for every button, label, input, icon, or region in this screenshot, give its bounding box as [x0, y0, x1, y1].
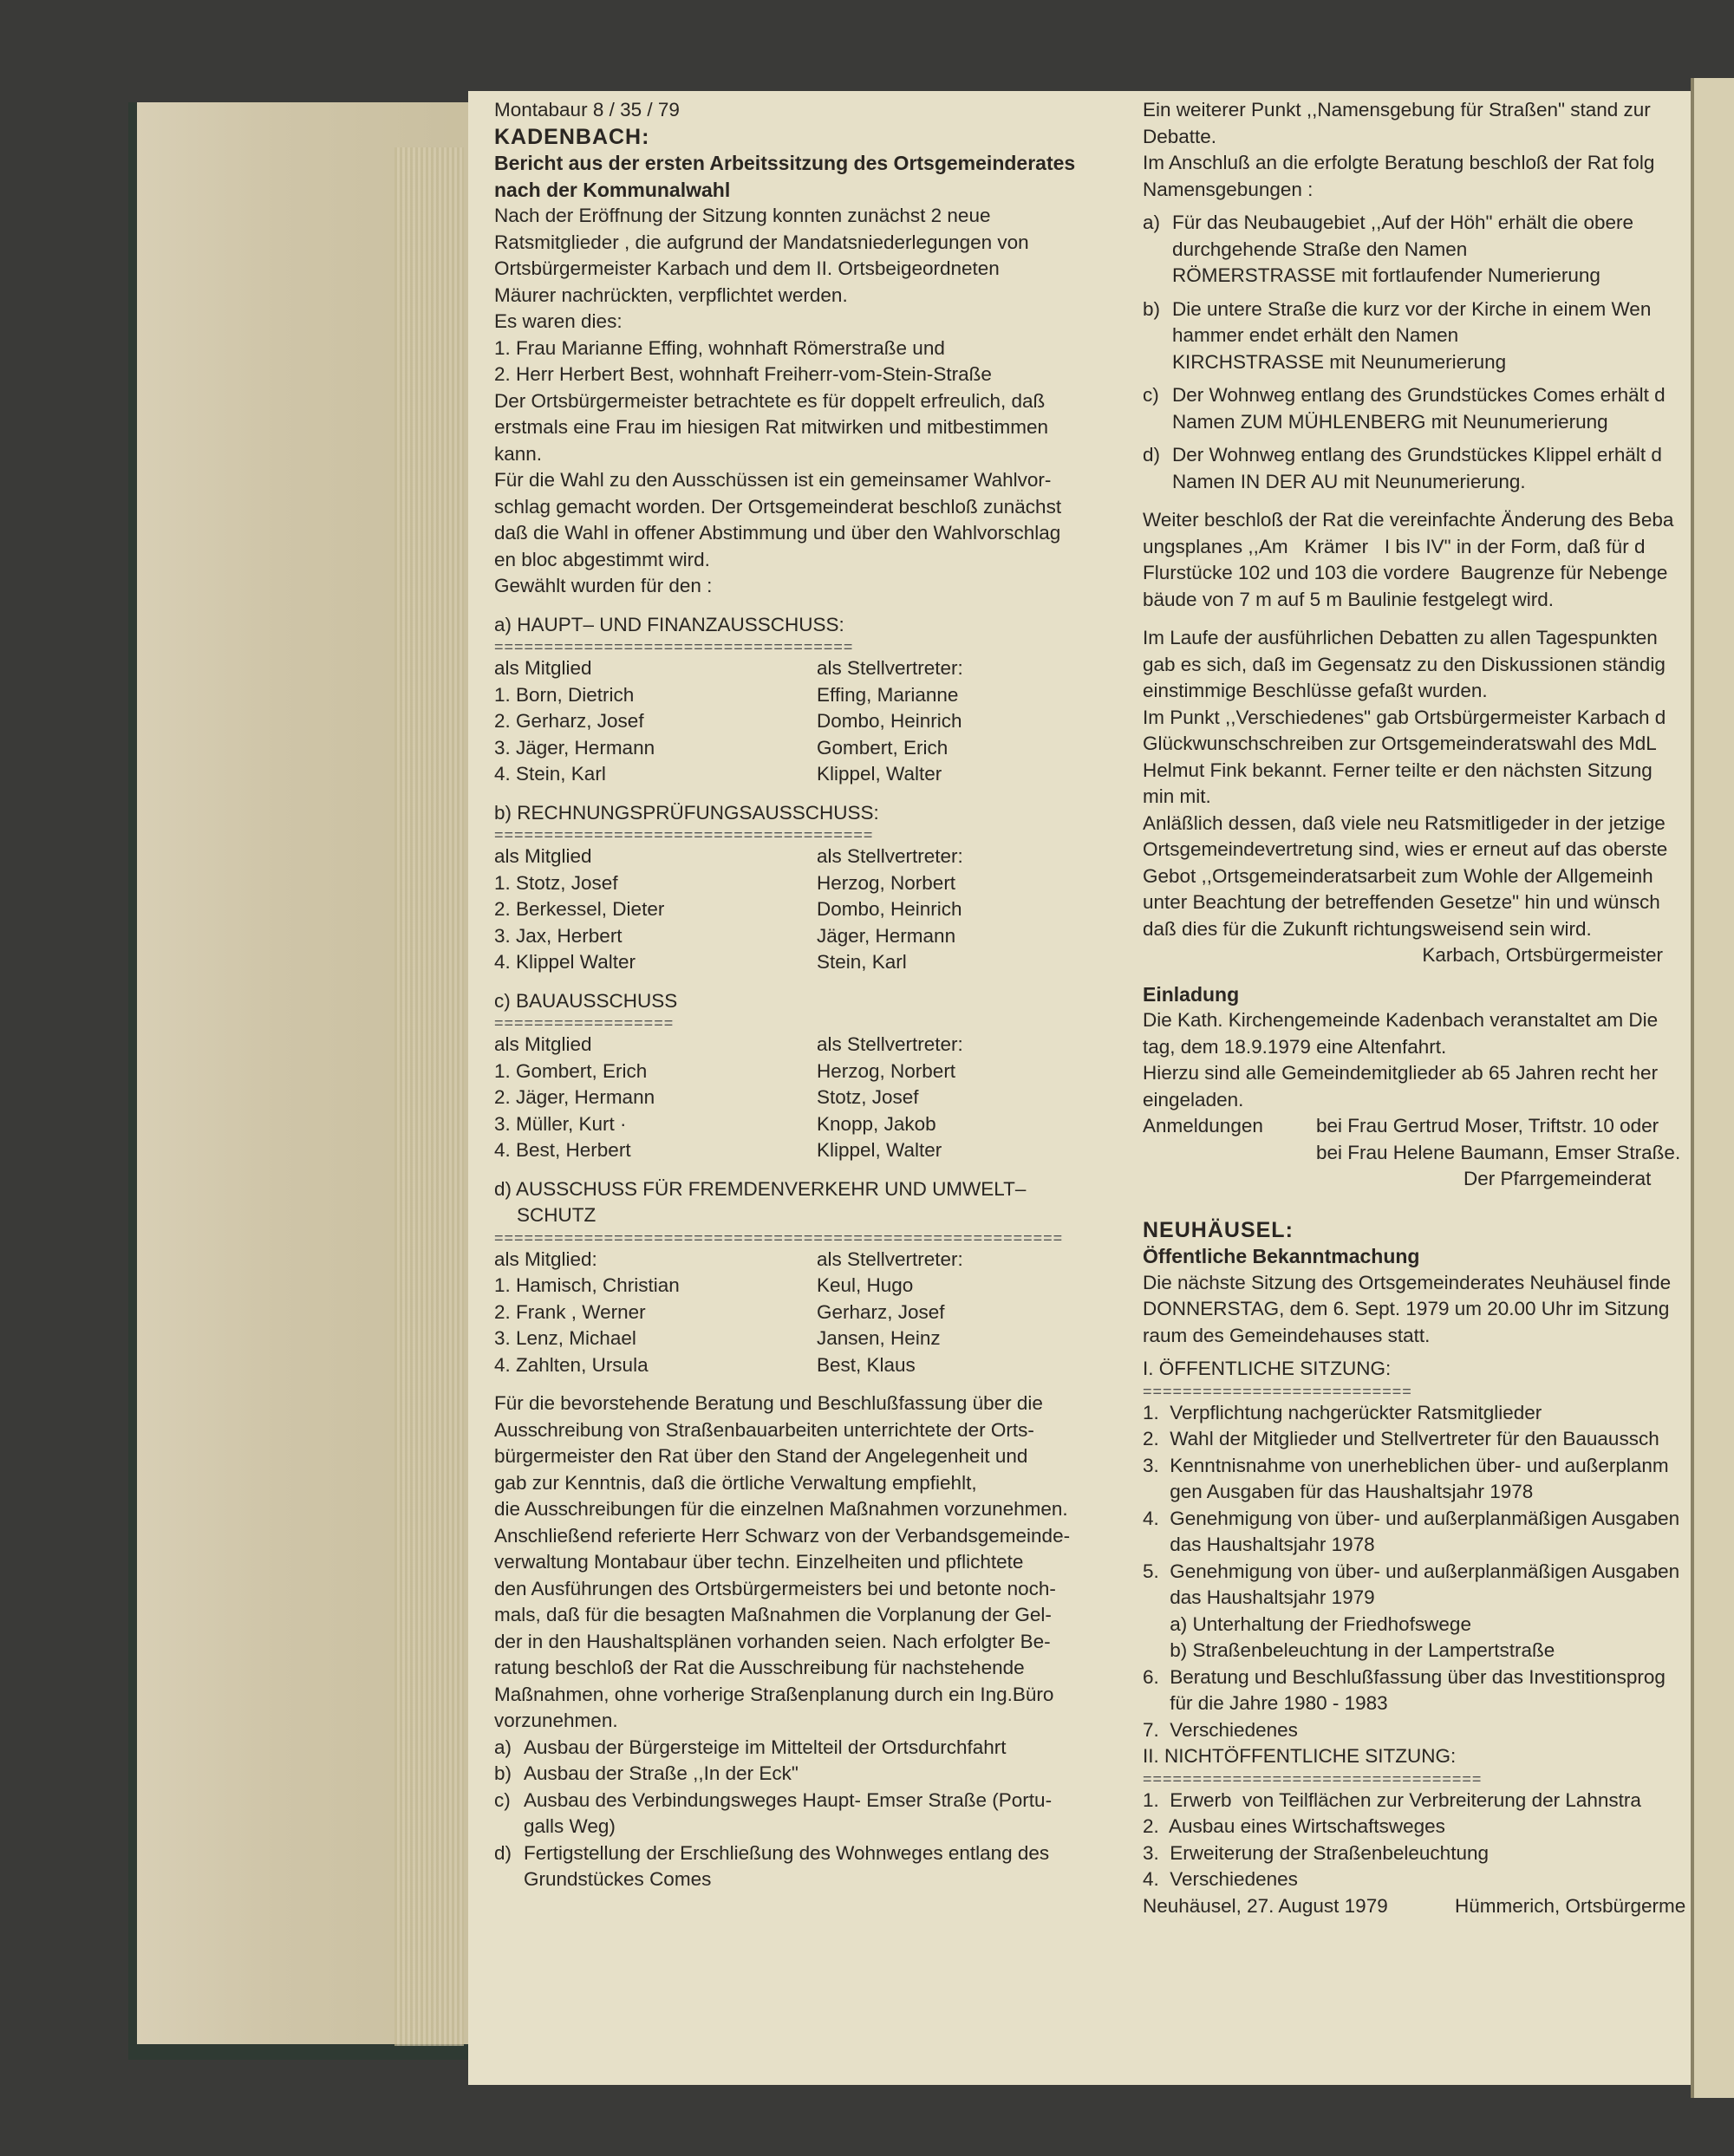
committee-row	[494, 949, 1136, 976]
text-line: Namensgebungen :	[1143, 178, 1314, 200]
agenda-item: für die Jahre 1980 - 1983	[1143, 1692, 1388, 1714]
member-col-header: als Mitglied	[494, 657, 592, 679]
deputy-col-header: als Stellvertreter:	[817, 657, 963, 679]
committee-title: d) AUSSCHUSS FÜR FREMDENVERKEHR UND UMWELT–	[494, 1177, 1027, 1200]
member-col-header: als Mitglied	[494, 1033, 592, 1055]
street-names-list	[1143, 210, 1698, 495]
member-name: 3. Lenz, Michael	[494, 1327, 636, 1349]
committee-row	[494, 682, 1136, 709]
street-item	[1143, 210, 1698, 290]
committee-rule: ====================================	[494, 638, 854, 655]
text-line: gab es sich, daß im Gegensatz zu den Diskussionen ständig	[1143, 653, 1666, 675]
committee-title: c) BAUAUSSCHUSS	[494, 989, 678, 1012]
closing-line: die Ausschreibungen für die einzelnen Maßnahmen vorzunehmen.	[494, 1498, 1068, 1520]
agenda-item: 3. Kenntnisnahme von unerheblichen über- und außerplanm	[1143, 1454, 1669, 1476]
member-name: 4. Zahlten, Ursula	[494, 1353, 649, 1376]
street-naming-intro	[1143, 97, 1698, 203]
intro-line: daß die Wahl in offener Abstimmung und über den Wahlvorschlag	[494, 522, 1061, 544]
agenda-item: das Haushaltsjahr 1979	[1143, 1586, 1375, 1608]
text-line: Anläßlich dessen, daß viele neu Ratsmitligeder in der jetzige	[1143, 811, 1666, 834]
street-text-cont: Namen IN DER AU mit Neunumerierung.	[1172, 470, 1526, 492]
anmeldung-row	[1143, 1113, 1698, 1140]
member-name: 3. Jax, Herbert	[494, 924, 623, 947]
member-name: 4. Best, Herbert	[494, 1139, 631, 1161]
intro-line: Es waren dies:	[494, 310, 623, 332]
signature-huemmerich: Hümmerich, Ortsbürgerme	[1455, 1894, 1686, 1917]
text-line: ungsplanes ,,Am Krämer I bis IV" in der Form, daß für d	[1143, 535, 1646, 557]
measure-item	[494, 1840, 1136, 1867]
text-line: Im Laufe der ausführlichen Debatten zu allen Tagespunkten	[1143, 627, 1658, 648]
measure-text: Ausbau der Straße ,,In der Eck"	[524, 1762, 799, 1784]
deputy-col-header: als Stellvertreter:	[817, 1033, 963, 1055]
street-text: Der Wohnweg entlang des Grundstückes Klippel erhält d	[1172, 444, 1662, 466]
street-line	[1143, 210, 1698, 237]
committee-title: b) RECHNUNGSPRÜFUNGSAUSSCHUSS:	[494, 801, 879, 824]
text-line: Ortsgemeindevertretung sind, wies er erneut auf das oberste	[1143, 838, 1668, 860]
deputy-name: Keul, Hugo	[817, 1274, 914, 1296]
deputy-name: Gombert, Erich	[817, 736, 948, 759]
street-line	[1143, 296, 1698, 323]
agenda-item: 2. Wahl der Mitglieder und Stellvertreter für den Bauaussch	[1143, 1428, 1659, 1449]
committee-row	[494, 896, 1136, 923]
agenda-item: 4. Genehmigung von über- und außerplanmäßigen Ausgaben	[1143, 1507, 1680, 1529]
intro-line: Ratsmitglieder , die aufgrund der Mandatsniederlegungen von	[494, 231, 1029, 253]
member-name: 2. Gerharz, Josef	[494, 710, 644, 732]
committee-row	[494, 761, 1136, 788]
street-label: c)	[1143, 384, 1159, 406]
agenda-item: 4. Verschiedenes	[1143, 1868, 1298, 1890]
street-text-cont: hammer endet erhält den Namen	[1172, 324, 1459, 346]
page-edge-lines	[394, 147, 464, 2046]
text-line: Im Anschluß an die erfolgte Beratung beschloß der Rat folg	[1143, 152, 1655, 173]
street-text-cont: durchgehende Straße den Namen	[1172, 238, 1468, 260]
member-name: 1. Hamisch, Christian	[494, 1274, 680, 1296]
street-item	[1143, 442, 1698, 495]
intro-line: Ortsbürgermeister Karbach und dem II. Ortsbeigeordneten	[494, 257, 1000, 279]
spacer	[494, 1164, 1136, 1176]
closing-line: Für die bevorstehende Beratung und Beschlußfassung über die	[494, 1392, 1043, 1414]
committee-row	[494, 735, 1136, 762]
committee-row	[494, 708, 1136, 735]
public-session-title: I. ÖFFENTLICHE SITZUNG:	[1143, 1358, 1392, 1379]
committee-row	[494, 1058, 1136, 1085]
street-text: Für das Neubaugebiet ,,Auf der Höh" erhält die obere	[1172, 212, 1634, 233]
intro-line: 2. Herr Herbert Best, wohnhaft Freiherr-vom-Stein-Straße	[494, 363, 992, 385]
text-line: unter Beachtung der betreffenden Gesetze" hin und wünsch	[1143, 891, 1660, 913]
committee-row	[494, 1085, 1136, 1111]
committee-row	[494, 1111, 1136, 1138]
street-line	[1143, 382, 1698, 409]
closing-line: verwaltung Montabaur über techn. Einzelheiten und pflichtete	[494, 1551, 1024, 1573]
deputy-name: Gerharz, Josef	[817, 1300, 945, 1323]
street-item	[1143, 296, 1698, 376]
signature-karbach: Karbach, Ortsbürgermeister	[1422, 944, 1663, 966]
text-line: Helmut Fink bekannt. Ferner teilte er den nächsten Sitzung	[1143, 759, 1653, 781]
einladung-text	[1143, 1007, 1698, 1113]
committee-row	[494, 923, 1136, 950]
notice-date: Neuhäusel, 27. August 1979	[1143, 1894, 1388, 1917]
anmeldung-row	[1143, 1140, 1698, 1167]
bekanntmachung-heading: Öffentliche Bekanntmachung	[1143, 1245, 1420, 1267]
committee-rule: =========================================================	[494, 1228, 1064, 1247]
anmeldung-label	[1143, 1140, 1316, 1167]
member-name: 2. Frank , Werner	[494, 1300, 646, 1323]
measure-label	[494, 1866, 524, 1893]
committee-header-row	[494, 655, 1136, 682]
text-line: Im Punkt ,,Verschiedenes" gab Ortsbürgermeister Karbach d	[1143, 706, 1666, 728]
agenda-item: 3. Erweiterung der Straßenbeleuchtung	[1143, 1841, 1489, 1864]
street-name: RÖMERSTRASSE mit fortlaufender Numerierung	[1172, 264, 1600, 286]
member-name: 1. Stotz, Josef	[494, 871, 618, 894]
intro-line: 1. Frau Marianne Effing, wohnhaft Römerstraße und	[494, 336, 945, 359]
anmeldung-address: bei Frau Gertrud Moser, Triftstr. 10 oder	[1316, 1115, 1659, 1137]
member-name: 4. Stein, Karl	[494, 763, 606, 785]
report-title-2: nach der Kommunalwahl	[494, 178, 731, 201]
intro-text	[494, 203, 1136, 600]
intro-line: Für die Wahl zu den Ausschüssen ist ein gemeinsamer Wahlvor-	[494, 469, 1052, 491]
deputy-name: Dombo, Heinrich	[817, 710, 962, 732]
issue-ref: Montabaur 8 / 35 / 79	[494, 99, 680, 121]
measure-item	[494, 1735, 1136, 1762]
street-item	[1143, 382, 1698, 435]
closing-line: Ausschreibung von Straßenbauarbeiten unterrichtete der Orts-	[494, 1418, 1034, 1441]
spacer	[494, 788, 1136, 800]
agenda-item: a) Unterhaltung der Friedhofswege	[1143, 1612, 1471, 1635]
measure-item	[494, 1761, 1136, 1788]
member-name: 2. Berkessel, Dieter	[494, 898, 665, 920]
closing-line: den Ausführungen des Ortsbürgermeisters bei und betonte noch-	[494, 1577, 1056, 1599]
text-line: einstimmige Beschlüsse gefaßt wurden.	[1143, 680, 1488, 701]
measure-text: Ausbau des Verbindungsweges Haupt- Emser Straße (Portu-	[524, 1788, 1053, 1811]
agenda-item: das Haushaltsjahr 1978	[1143, 1534, 1375, 1555]
text-line: raum des Gemeindehauses statt.	[1143, 1324, 1431, 1346]
committee-title: a) HAUPT– UND FINANZAUSSCHUSS:	[494, 613, 844, 635]
text-line: bäude von 7 m auf 5 m Baulinie festgelegt wird.	[1143, 588, 1555, 610]
text-line: min mit.	[1143, 785, 1211, 807]
measure-label: b)	[494, 1762, 512, 1784]
deputy-name: Jansen, Heinz	[817, 1327, 941, 1349]
text-line: DONNERSTAG, dem 6. Sept. 1979 um 20.00 Uhr im Sitzung	[1143, 1298, 1670, 1319]
member-name: 3. Müller, Kurt ·	[494, 1112, 627, 1135]
measure-text: galls Weg)	[524, 1815, 616, 1837]
text-line: Ein weiterer Punkt ,,Namensgebung für Straßen" stand zur	[1143, 99, 1651, 121]
closing-text	[494, 1391, 1136, 1735]
spacer	[494, 600, 1136, 612]
left-column	[494, 97, 1136, 1893]
town-heading-neuhaeusel: NEUHÄUSEL:	[1143, 1217, 1294, 1242]
member-name: 2. Jäger, Hermann	[494, 1086, 655, 1108]
member-col-header: als Mitglied:	[494, 1247, 597, 1270]
intro-line: erstmals eine Frau im hiesigen Rat mitwirken und mitbestimmen	[494, 416, 1048, 438]
intro-line: Der Ortsbürgermeister betrachtete es für doppelt erfreulich, daß	[494, 389, 1046, 412]
measure-item	[494, 1866, 1136, 1893]
committee-row	[494, 1352, 1136, 1379]
measure-text: Ausbau der Bürgersteige im Mittelteil der Ortsdurchfahrt	[524, 1736, 1007, 1758]
street-line	[1143, 442, 1698, 469]
agenda-item: 6. Beratung und Beschlußfassung über das Investitionsprog	[1143, 1665, 1666, 1688]
street-name: KIRCHSTRASSE mit Neunumerierung	[1172, 350, 1507, 373]
deputy-col-header: als Stellvertreter:	[817, 845, 963, 867]
text-line: Hierzu sind alle Gemeindemitglieder ab 65 Jahren recht her	[1143, 1062, 1659, 1084]
measure-label: d)	[494, 1841, 512, 1864]
committee-header-row	[494, 1247, 1136, 1273]
intro-line: kann.	[494, 442, 543, 465]
measure-item	[494, 1788, 1136, 1814]
intro-line: Nach der Eröffnung der Sitzung konnten zunächst 2 neue	[494, 205, 991, 226]
member-name: 1. Gombert, Erich	[494, 1059, 648, 1082]
deputy-name: Klippel, Walter	[817, 1139, 942, 1161]
public-agenda	[1143, 1400, 1698, 1744]
intro-line: Mäurer nachrückten, verpflichtet werden.	[494, 283, 848, 306]
committee-row	[494, 870, 1136, 897]
committees	[494, 600, 1136, 1379]
plan-change-text	[1143, 507, 1698, 613]
deputy-name: Herzog, Norbert	[817, 1059, 956, 1082]
committee-row	[494, 1299, 1136, 1326]
deputy-name: Knopp, Jakob	[817, 1112, 936, 1135]
agenda-item: 2. Ausbau eines Wirtschaftsweges	[1143, 1815, 1445, 1837]
closing-line: ratung beschloß der Rat die Ausschreibung für nachstehende	[494, 1657, 1025, 1678]
measure-label: c)	[494, 1788, 511, 1811]
agenda-item: 5. Genehmigung von über- und außerplanmäßigen Ausgaben	[1143, 1560, 1680, 1582]
street-label: b)	[1143, 297, 1161, 320]
measure-text: Grundstückes Comes	[524, 1868, 712, 1890]
deputy-name: Stein, Karl	[817, 951, 907, 973]
deputy-name: Dombo, Heinrich	[817, 898, 962, 920]
private-session-rule: ==================================	[1143, 1769, 1483, 1788]
report-title-1: Bericht aus der ersten Arbeitssitzung des Ortsgemeinderates	[494, 152, 1076, 174]
measure-label	[494, 1814, 524, 1840]
committee-rule: ======================================	[494, 826, 874, 844]
text-line: Gebot ,,Ortsgemeinderatsarbeit zum Wohle der Allgemeinh	[1143, 864, 1653, 887]
committee-header-row	[494, 844, 1136, 870]
closing-line: mals, daß für die besagten Maßnahmen die Vorplanung der Gel-	[494, 1604, 1052, 1625]
private-session-title: II. NICHTÖFFENTLICHE SITZUNG:	[1143, 1745, 1457, 1767]
street-label: d)	[1143, 444, 1161, 466]
committee-row	[494, 1326, 1136, 1352]
measure-label: a)	[494, 1736, 512, 1758]
committee-row	[494, 1273, 1136, 1299]
closing-line: der in den Haushaltsplänen vorhanden seien. Nach erfolgter Be-	[494, 1630, 1051, 1652]
debate-text	[1143, 625, 1698, 942]
town-heading-kadenbach: KADENBACH:	[494, 124, 650, 149]
intro-line: en bloc abgestimmt wird.	[494, 548, 710, 570]
anmeldungen	[1143, 1113, 1698, 1166]
measure-text: Fertigstellung der Erschließung des Wohnweges entlang des	[524, 1841, 1050, 1864]
deputy-name: Best, Klaus	[817, 1353, 916, 1376]
member-name: 3. Jäger, Hermann	[494, 736, 655, 759]
text-line: Flurstücke 102 und 103 die vordere Baugrenze für Nebenge	[1143, 562, 1668, 583]
text-line: Weiter beschloß der Rat die vereinfachte Änderung des Beba	[1143, 509, 1674, 531]
text-line: Glückwunschschreiben zur Ortsgemeinderatswahl des MdL	[1143, 733, 1657, 754]
public-session-rule: ===========================	[1143, 1382, 1412, 1400]
closing-line: gab zur Kenntnis, daß die örtliche Verwaltung empfiehlt,	[494, 1471, 977, 1494]
signature-pfarrgemeinderat: Der Pfarrgemeinderat	[1463, 1168, 1652, 1189]
deputy-name: Klippel, Walter	[817, 763, 942, 785]
text-line: tag, dem 18.9.1979 eine Altenfahrt.	[1143, 1035, 1447, 1058]
bekanntmachung-text	[1143, 1270, 1698, 1350]
anmeldung-label: Anmeldungen	[1143, 1115, 1263, 1137]
committee-header-row	[494, 1032, 1136, 1058]
text-line: Debatte.	[1143, 125, 1217, 147]
deputy-col-header: als Stellvertreter:	[817, 1247, 963, 1270]
right-column	[1143, 97, 1698, 1919]
member-name: 1. Born, Dietrich	[494, 683, 635, 706]
measure-item	[494, 1814, 1136, 1840]
street-text-cont: Namen ZUM MÜHLENBERG mit Neunumerierung	[1172, 410, 1608, 433]
closing-line: Anschließend referierte Herr Schwarz von der Verbandsgemeinde-	[494, 1524, 1071, 1547]
agenda-item: 1. Verpflichtung nachgerückter Ratsmitglieder	[1143, 1401, 1542, 1423]
private-agenda	[1143, 1788, 1698, 1893]
closing-line: Maßnahmen, ohne vorherige Straßenplanung durch ein Ing.Büro	[494, 1683, 1054, 1705]
date-signature-line	[1143, 1893, 1698, 1920]
closing-line: vorzunehmen.	[494, 1710, 618, 1731]
measures-list	[494, 1735, 1136, 1893]
street-label: a)	[1143, 212, 1161, 233]
agenda-item: b) Straßenbeleuchtung in der Lampertstraße	[1143, 1639, 1555, 1661]
street-text: Der Wohnweg entlang des Grundstückes Comes erhält d	[1172, 384, 1666, 406]
street-text: Die untere Straße die kurz vor der Kirche in einem Wen	[1172, 297, 1652, 320]
agenda-item: 1. Erwerb von Teilflächen zur Verbreiterung der Lahnstra	[1143, 1788, 1641, 1811]
text-line: eingeladen.	[1143, 1088, 1244, 1111]
deputy-name: Effing, Marianne	[817, 683, 959, 706]
intro-line: schlag gemacht worden. Der Ortsgemeinderat beschloß zunächst	[494, 495, 1062, 518]
einladung-heading: Einladung	[1143, 982, 1240, 1006]
text-line: Die Kath. Kirchengemeinde Kadenbach veranstaltet am Die	[1143, 1009, 1659, 1031]
text-line: Die nächste Sitzung des Ortsgemeinderates Neuhäusel finde	[1143, 1271, 1672, 1293]
member-name: 4. Klippel Walter	[494, 951, 636, 973]
agenda-item: gen Ausgaben für das Haushaltsjahr 1978	[1143, 1481, 1534, 1502]
spacer	[494, 976, 1136, 988]
member-col-header: als Mitglied	[494, 845, 592, 867]
deputy-name: Stotz, Josef	[817, 1086, 919, 1108]
deputy-name: Herzog, Norbert	[817, 871, 956, 894]
committee-title-cont: SCHUTZ	[517, 1204, 596, 1226]
deputy-name: Jäger, Hermann	[817, 924, 956, 947]
anmeldung-address: bei Frau Helene Baumann, Emser Straße.	[1316, 1141, 1681, 1163]
committee-rule: ==================	[494, 1014, 675, 1032]
intro-line: Gewählt wurden für den :	[494, 575, 713, 596]
committee-row	[494, 1137, 1136, 1164]
text-line: daß dies für die Zukunft richtungsweisend sein wird.	[1143, 917, 1592, 940]
agenda-item: 7. Verschiedenes	[1143, 1718, 1298, 1741]
closing-line: bürgermeister den Rat über den Stand der Angelegenheit und	[494, 1445, 1028, 1467]
